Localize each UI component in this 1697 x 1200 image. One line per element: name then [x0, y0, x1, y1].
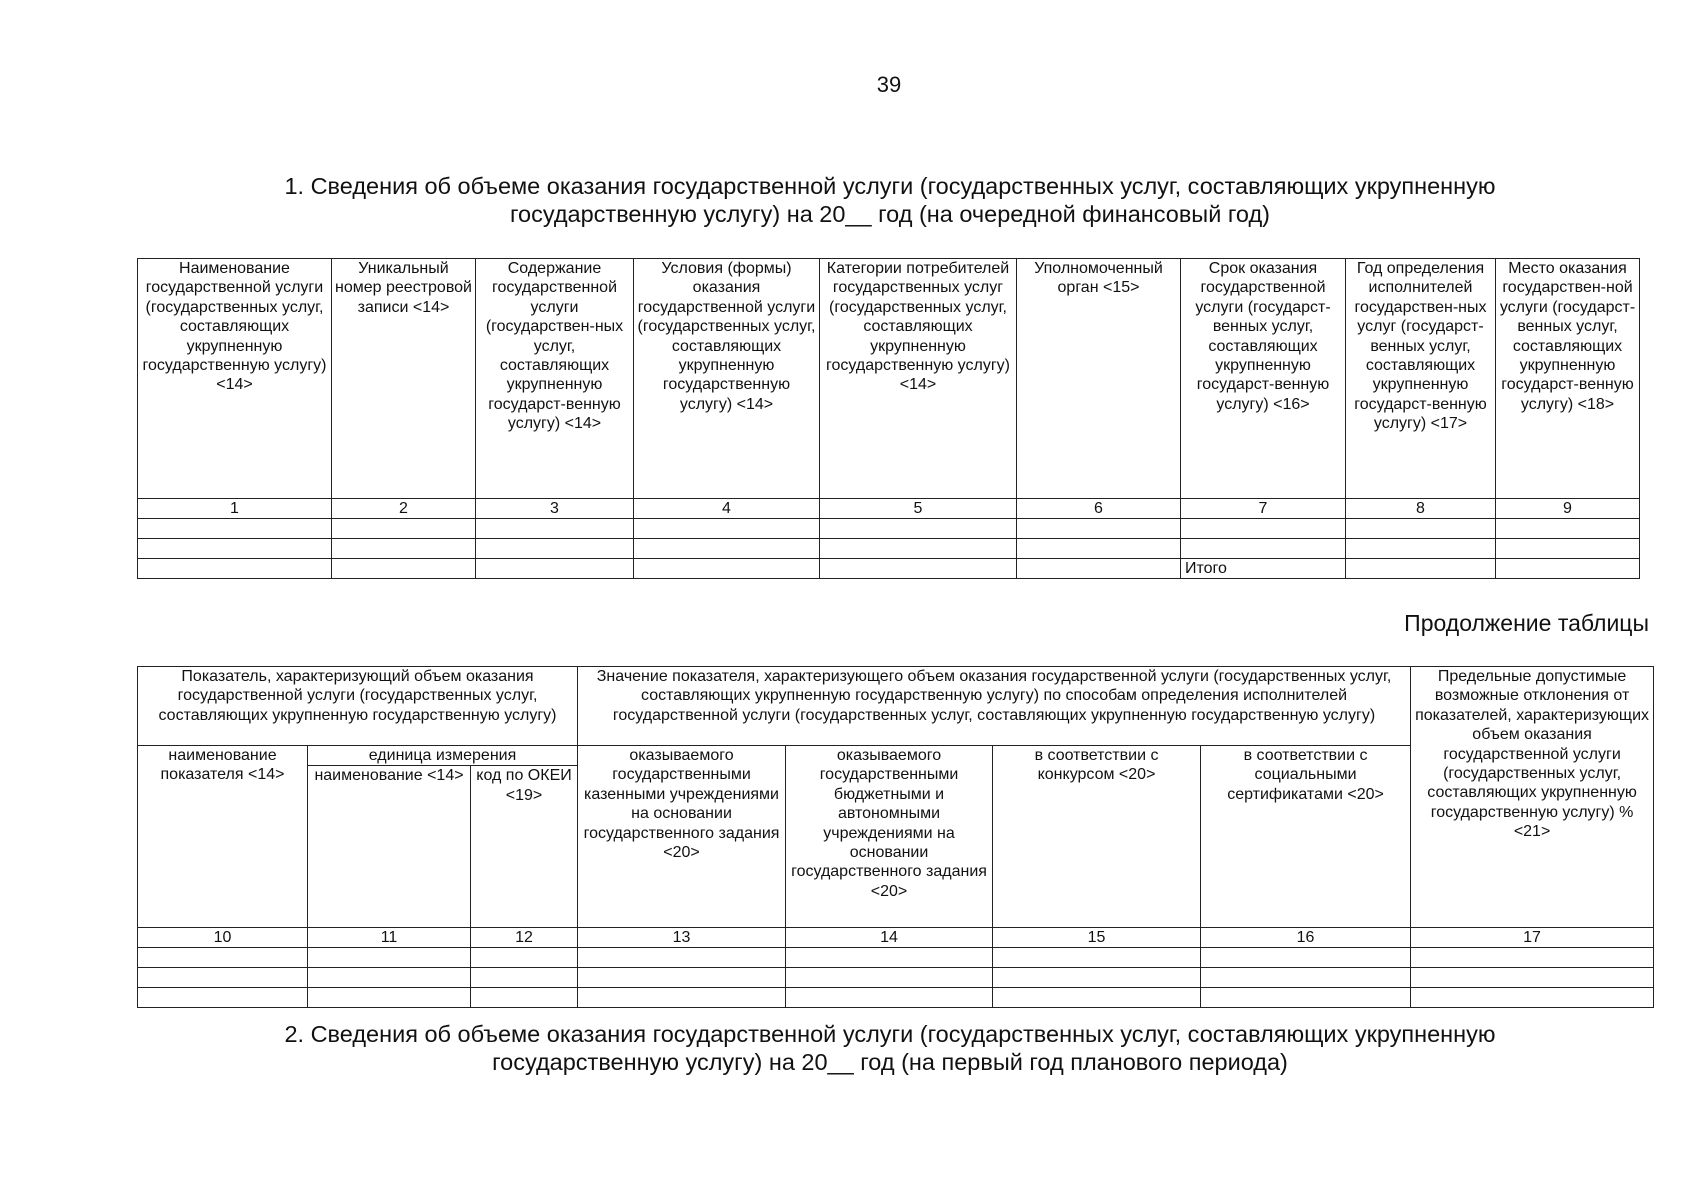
table-cell	[820, 559, 1017, 579]
table-cell	[332, 539, 476, 559]
table-cell	[634, 519, 820, 539]
table-cell	[1201, 988, 1411, 1008]
section-1-title-line-1: 1. Сведения об объеме оказания государственной услуги (государственных услуг, составляющих укрупненную	[284, 173, 1496, 199]
total-row	[138, 559, 1640, 579]
volume-table-part-2	[137, 666, 1654, 1008]
table-cell	[138, 539, 332, 559]
column-number: 12	[471, 928, 578, 948]
section-2-title-line-1: 2. Сведения об объеме оказания государственной услуги (государственных услуг, составляющих укрупненную	[284, 1021, 1496, 1047]
column-number: 17	[1411, 928, 1654, 948]
column-number: 8	[1346, 499, 1496, 519]
table-cell	[471, 948, 578, 968]
section-2-title-line-2: государственную услугу) на 20__ год (на первый год планового периода)	[492, 1049, 1288, 1075]
header-service-content: Содержание государственной услуги (государствен-ных услуг, составляющих укрупненную государст-венную услугу) <14>	[476, 259, 634, 499]
column-number: 1	[138, 499, 332, 519]
header-indicator-group: Показатель, характеризующий объем оказания государственной услуги (государственных услуг, составляющих укрупненную государственную услугу)	[138, 667, 578, 746]
column-number: 13	[578, 928, 786, 948]
header-allowed-deviation: Предельные допустимые возможные отклонения от показателей, характеризующих объем оказания государственной услуги (государственных услуг, составляющих укрупненную государственную услугу) % <21>	[1411, 667, 1654, 928]
table-cell	[1017, 519, 1181, 539]
table-cell	[308, 988, 471, 1008]
table-cell	[1181, 519, 1346, 539]
column-number: 6	[1017, 499, 1181, 519]
header-indicator-value-group: Значение показателя, характеризующего объем оказания государственной услуги (государственных услуг, составляющих укрупненную государственную услугу) по способам определения исполнителей государственной услуги (государственных услуг, составляющих укрупненную государственную услугу)	[578, 667, 1411, 746]
table-cell	[138, 948, 308, 968]
column-number: 7	[1181, 499, 1346, 519]
table-cell	[476, 519, 634, 539]
table-cell	[1411, 968, 1654, 988]
table-cell	[138, 519, 332, 539]
continuation-label: Продолжение таблицы	[1404, 610, 1649, 636]
table-cell	[634, 559, 820, 579]
column-number: 9	[1496, 499, 1640, 519]
table-cell	[786, 968, 993, 988]
table-cell	[138, 988, 308, 1008]
table-row	[138, 519, 1640, 539]
table-cell	[138, 559, 332, 579]
header-method-kazennye: оказываемого государственными казенными учреждениями на основании государственного задания <20>	[578, 746, 786, 928]
section-1-title	[130, 172, 1650, 228]
table-cell	[1411, 988, 1654, 1008]
column-number: 2	[332, 499, 476, 519]
table-row	[138, 988, 1654, 1008]
table-cell	[1411, 948, 1654, 968]
table-cell	[578, 988, 786, 1008]
header-service-conditions: Условия (формы) оказания государственной услуги (государственных услуг, составляющих укрупненную государственную услугу) <14>	[634, 259, 820, 499]
table-cell	[1181, 539, 1346, 559]
table-row	[138, 948, 1654, 968]
table-row	[138, 539, 1640, 559]
table-cell	[332, 559, 476, 579]
header-unit-group: единица измерения	[308, 746, 578, 766]
table-cell	[993, 988, 1201, 1008]
header-method-certificates: в соответствии с социальными сертификатами <20>	[1201, 746, 1411, 928]
table-cell	[308, 948, 471, 968]
table-cell	[476, 539, 634, 559]
column-number: 10	[138, 928, 308, 948]
header-registry-number: Уникальный номер реестровой записи <14>	[332, 259, 476, 499]
column-number: 4	[634, 499, 820, 519]
table-cell	[138, 968, 308, 988]
table-cell	[476, 559, 634, 579]
table-cell	[993, 968, 1201, 988]
column-number: 16	[1201, 928, 1411, 948]
table-cell	[993, 948, 1201, 968]
total-label: Итого	[1181, 559, 1346, 579]
table-cell	[1496, 559, 1640, 579]
header-method-budget: оказываемого государственными бюджетными и автономными учреждениями на основании государственного задания <20>	[786, 746, 993, 928]
column-number: 3	[476, 499, 634, 519]
header-service-term: Срок оказания государственной услуги (государст-венных услуг, составляющих укрупненную государст-венную услугу) <16>	[1181, 259, 1346, 499]
column-number: 5	[820, 499, 1017, 519]
table-cell	[578, 968, 786, 988]
table-cell	[471, 968, 578, 988]
header-service-name: Наименование государственной услуги (государственных услуг, составляющих укрупненную государственную услугу) <14>	[138, 259, 332, 499]
table-cell	[578, 948, 786, 968]
header-selection-year: Год определения исполнителей государствен-ных услуг (государст-венных услуг, составляющих укрупненную государст-венную услугу) <17>	[1346, 259, 1496, 499]
table-cell	[332, 519, 476, 539]
header-unit-name: наименование <14>	[308, 766, 471, 928]
header-authorized-body: Уполномоченный орган <15>	[1017, 259, 1181, 499]
table-cell	[1346, 539, 1496, 559]
table-cell	[308, 968, 471, 988]
table-cell	[1201, 968, 1411, 988]
table-cell	[1346, 519, 1496, 539]
column-number: 11	[308, 928, 471, 948]
table-cell	[786, 988, 993, 1008]
header-method-contest: в соответствии с конкурсом <20>	[993, 746, 1201, 928]
column-number: 14	[786, 928, 993, 948]
header-indicator-name: наименование показателя <14>	[138, 746, 308, 928]
volume-table-part-1	[137, 258, 1640, 579]
table-cell	[820, 519, 1017, 539]
header-service-place: Место оказания государствен-ной услуги (государст-венных услуг, составляющих укрупненную государст-венную услугу) <18>	[1496, 259, 1640, 499]
table-cell	[1017, 559, 1181, 579]
table-cell	[820, 539, 1017, 559]
column-number: 15	[993, 928, 1201, 948]
table-cell	[1346, 559, 1496, 579]
page-number: 39	[876, 72, 902, 97]
header-consumer-categories: Категории потребителей государственных услуг (государственных услуг, составляющих укрупненную государственную услугу) <14>	[820, 259, 1017, 499]
table-cell	[1496, 519, 1640, 539]
table-row	[138, 968, 1654, 988]
table-cell	[471, 988, 578, 1008]
table-cell	[634, 539, 820, 559]
header-unit-okei: код по ОКЕИ <19>	[471, 766, 578, 928]
table-cell	[1017, 539, 1181, 559]
section-2-title	[130, 1020, 1650, 1076]
table-cell	[1496, 539, 1640, 559]
table-cell	[786, 948, 993, 968]
table-cell	[1201, 948, 1411, 968]
section-1-title-line-2: государственную услугу) на 20__ год (на очередной финансовый год)	[509, 201, 1271, 227]
